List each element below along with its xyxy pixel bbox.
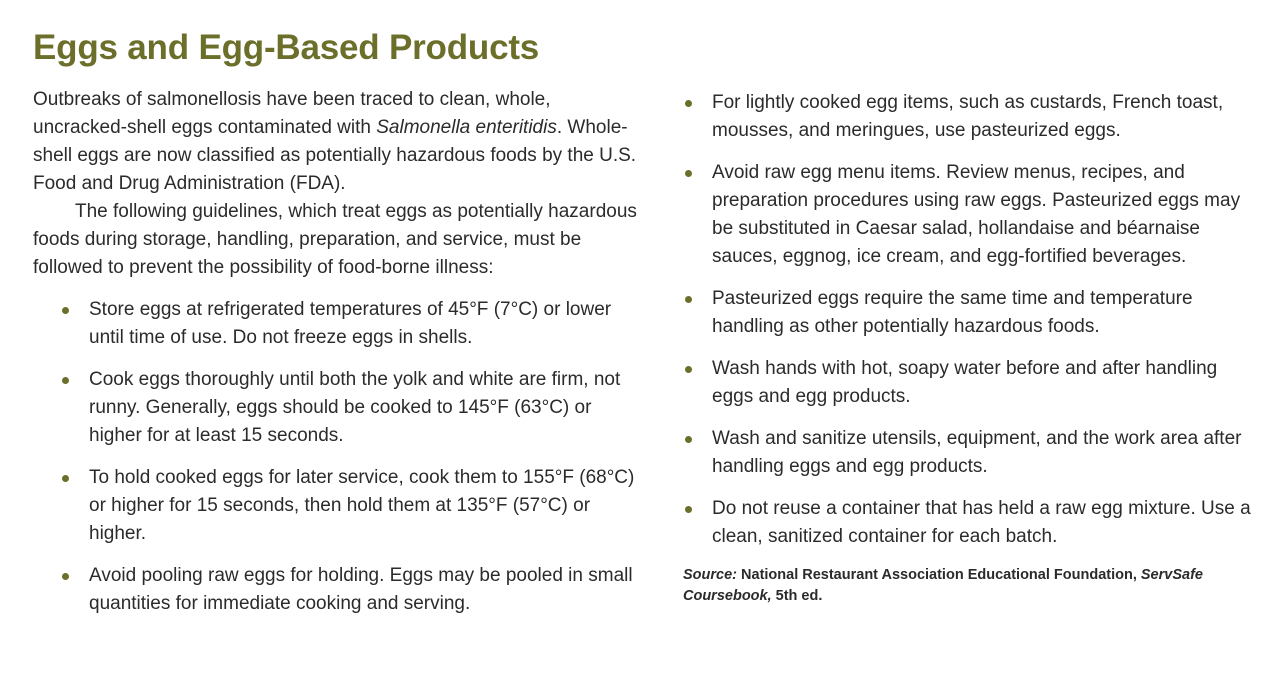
list-item-text: For lightly cooked egg items, such as custards, French toast, mousses, and meringues, use pasteurized eggs. bbox=[712, 92, 1224, 141]
bullet-dot-icon bbox=[62, 573, 69, 580]
list-item-text: Avoid raw egg menu items. Review menus, recipes, and preparation procedures using raw eggs. Pasteurized eggs may be substituted in Caesar salad, hollandaise and béarnaise sauces, eggnog, ice cream, and egg-fortified beverages. bbox=[712, 162, 1241, 267]
list-item-text: Wash hands with hot, soapy water before and after handling eggs and egg products. bbox=[712, 358, 1218, 407]
intro-text-end: . Whole-shell eggs are now classified as potentially hazardous foods by the U.S. Food and Drug Administration (FDA). bbox=[33, 117, 637, 194]
list-item-text: To hold cooked eggs for later service, cook them to 155°F (68°C) or higher for 15 seconds, then hold them at 135°F (57°C) or higher. bbox=[89, 467, 635, 544]
list-item bbox=[712, 159, 1258, 271]
bullet-dot-icon bbox=[685, 506, 692, 513]
intro-paragraph bbox=[33, 86, 643, 198]
list-item bbox=[712, 425, 1258, 481]
right-bullet-list bbox=[683, 89, 1258, 551]
list-item bbox=[89, 366, 643, 450]
list-item-text: Avoid pooling raw eggs for holding. Eggs may be pooled in small quantities for immediate cooking and serving. bbox=[89, 565, 633, 614]
source-citation bbox=[683, 565, 1258, 607]
left-column bbox=[33, 86, 643, 632]
bullet-dot-icon bbox=[685, 296, 692, 303]
list-item bbox=[712, 89, 1258, 145]
source-book-title: ServSafe Coursebook, bbox=[683, 567, 1203, 604]
source-text: National Restaurant Association Educational Foundation, bbox=[737, 567, 1141, 583]
bullet-dot-icon bbox=[685, 100, 692, 107]
list-item bbox=[89, 464, 643, 548]
list-item bbox=[89, 296, 643, 352]
bullet-dot-icon bbox=[685, 436, 692, 443]
list-item bbox=[89, 562, 643, 618]
list-item bbox=[712, 285, 1258, 341]
list-item bbox=[712, 355, 1258, 411]
list-item-text: Do not reuse a container that has held a raw egg mixture. Use a clean, sanitized container for each batch. bbox=[712, 498, 1251, 547]
intro-italic-term: Salmonella enteritidis bbox=[376, 117, 557, 138]
intro-text-start: Outbreaks of salmonellosis have been traced to clean, whole, uncracked-shell eggs contaminated with bbox=[33, 89, 551, 138]
bullet-dot-icon bbox=[62, 377, 69, 384]
guidelines-paragraph: The following guidelines, which treat eggs as potentially hazardous foods during storage, handling, preparation, and service, must be followed to prevent the possibility of food-borne illness: bbox=[33, 201, 637, 278]
bullet-dot-icon bbox=[62, 307, 69, 314]
source-label: Source: bbox=[683, 567, 737, 583]
bullet-dot-icon bbox=[685, 170, 692, 177]
bullet-dot-icon bbox=[62, 475, 69, 482]
list-item-text: Store eggs at refrigerated temperatures of 45°F (7°C) or lower until time of use. Do not freeze eggs in shells. bbox=[89, 299, 612, 348]
page-title: Eggs and Egg-Based Products bbox=[33, 28, 540, 67]
source-edition: 5th ed. bbox=[771, 588, 823, 604]
list-item-text: Cook eggs thoroughly until both the yolk and white are firm, not runny. Generally, eggs should be cooked to 145°F (63°C) or higher for at least 15 seconds. bbox=[89, 369, 621, 446]
right-column bbox=[683, 89, 1258, 607]
list-item-text: Pasteurized eggs require the same time and temperature handling as other potentially hazardous foods. bbox=[712, 288, 1193, 337]
list-item bbox=[712, 495, 1258, 551]
left-bullet-list bbox=[33, 296, 643, 618]
bullet-dot-icon bbox=[685, 366, 692, 373]
list-item-text: Wash and sanitize utensils, equipment, and the work area after handling eggs and egg products. bbox=[712, 428, 1242, 477]
